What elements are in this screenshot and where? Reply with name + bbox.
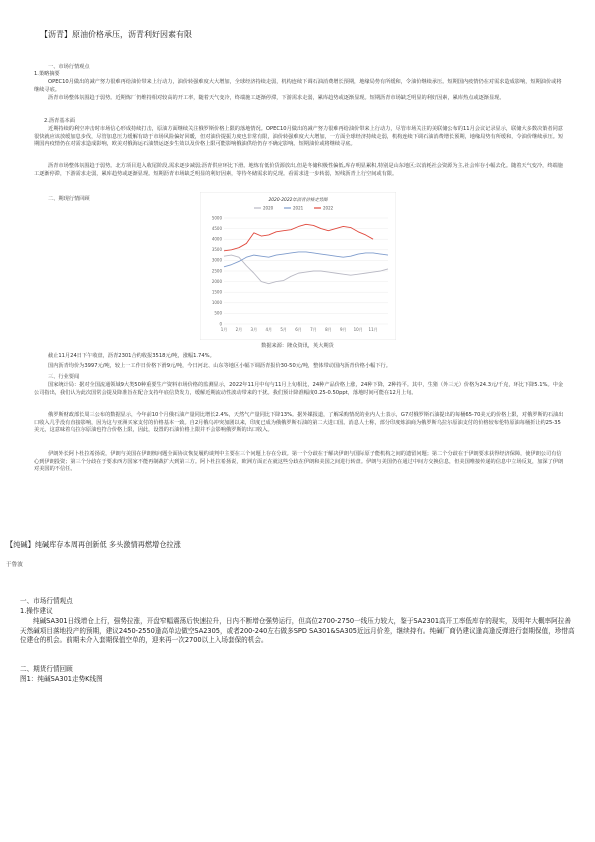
y-tick-label: 3000 [211,257,222,263]
x-tick-label: 3月 [250,327,258,332]
x-tick-label: 4月 [265,327,273,332]
author-name: 于鲁波 [6,562,23,568]
paragraph-news-3: 伊朗外长阿卜杜拉希扬说，伊朗与美国在伊朗核问题全面协议恢复履约谈判中主要在三个问题上存在分歧。第一个分歧在于解决伊朗与国际原子能机构之间的遗留问题；第二个分歧在于伊朗要求获得经济保障，使伊朗公司有信心到伊朗投资；第三个分歧在于要求西方国家不能再制裁扩大到第三方。阿卜杜拉希扬说，欧洲方面正在就这些分歧在伊朗和美国之间进行转盘。伊朗与美国仍在通过中间方交换信息，但美国唯接传递的信息中立场反复，加深了伊朗对美国的不信任。 [34,451,564,473]
paragraph-operation-advice: 纯碱SA301日线增仓上行，强势拉涨，开盘窄幅震荡后快速拉升，日内不断增仓强势运行，但高位2700-2750一线压力较大，鉴于SA2301高开工率低库存的现实，及明年大概率阿拉善天然碱项目落地投产的预期，建议2450-2550逢高单边做空SA2305，或者200-240左右做多SPD SA301&SA305近远月价差，继续持有。纯碱厂商仍建议逢高逢反弹进行套期保值，珍惜高位建仓的机会。前期未介入套期保值空单的，迎来再一次2700以上入场套保的机会。 [20,617,575,645]
paragraph-strategy-summary: OPEC10月做出的减产努力很难再给油价带来上行动力，油价转强难度大大增加，全球经济持续走弱，机构连续下调石油消费增长预期，地缘局势有所缓和，令油价继续承压。短期国内疫情仍在对需求造成影响，短期油价或将继续寻底。 [34,79,562,93]
chart-title: 2020-2022年沥青价格走势图 [268,198,328,203]
legend-label: 2022 [323,205,334,211]
y-tick-label: 1500 [211,289,222,295]
y-tick-label: 5000 [211,215,222,221]
heading-market-view: 一、市场行情观点 [48,64,90,70]
y-tick-label: 500 [214,310,222,316]
y-tick-label: 2500 [211,268,222,274]
asphalt-price-chart [200,192,396,340]
heading-market-view-2: 一、市场行情观点 [20,597,73,605]
x-tick-label: 11月 [368,327,378,332]
x-tick-label: 10月 [353,327,363,332]
x-tick-label: 9月 [339,327,347,332]
chart-source-note: 数据来源：隆众资讯，英大期货 [261,343,334,349]
heading-strategy-summary: 1.策略摘要 [34,71,60,77]
paragraph-news-2: 俄罗斯财政部长周三公布的数据显示，今年前10个月俄石油产量同比增长2.4%，天然气产量同比下降13%。据外媒报道，了解采购情况的业内人士表示，G7对俄罗斯石油提出的每桶65-70美元的价格上限，对俄罗斯的石油出口收入几乎没有直接影响，因为这与亚洲买家支付的价格基本一致。自2月俄乌冲突加剧以来，印度已成为俄俄罗斯石油的第二大进口国。消息人士称，部分印度炼油商为俄罗斯乌拉尔原油支付的价格较布伦特原油每桶折让约25-35美元，这意味着乌拉尔原油也符合价格上限，因此，设置的石油价格上限并不会影响俄罗斯的出口收入。 [34,412,564,434]
y-tick-label: 3500 [211,247,222,253]
article-title-asphalt: 【沥青】原油价格承压，沥青利好因素有限 [40,30,192,39]
figure-caption-kline: 图1：纯碱SA301走势K线图 [20,675,103,683]
legend-label: 2020 [263,205,274,211]
x-tick-label: 6月 [295,327,302,332]
y-tick-label: 2000 [211,278,222,284]
heading-operation-advice: 1.操作建议 [20,607,53,615]
x-tick-label: 7月 [310,327,317,332]
y-tick-label: 4500 [211,225,222,231]
x-tick-label: 2月 [235,327,243,332]
heading-asphalt-fundamentals: 2.沥青基本面 [44,118,75,124]
paragraph-review-futures: 截止11月24日下午收盘，沥青2301合约收报3518元/吨，涨幅1.74%。 [48,353,215,359]
article-title-soda-ash: 【纯碱】纯碱库存本周再创新低 多头激情再燃增仓拉涨 [6,540,181,549]
legend-label: 2021 [293,205,304,211]
paragraph-review-spot: 国内沥青均价为3997元/吨，较上一工作日价格下滑9元/吨，今日河北、山东等地区小幅下调沥青报价30-50元/吨，整体带动国内沥青价格小幅下行。 [48,363,391,369]
heading-futures-review: 二、期货行情回顾 [20,665,73,673]
paragraph-news-1: 国家统计局：据对全国流通领域9大类50种重要生产资料市场价格的监测显示，2022年11月中旬与11月上旬相比，24种产品价格上涨，24种下降，2种持平。其中，生猪（外三元）价格为24.3元/千克，环比下降5.1%。中金公司指出，我们认为此次国常会提及降准旨在配合支持年底信贷发力，缓解近期流动性波动带来的干扰。我们预计降准幅度0.25-0.50ppt，落地时间可能在12月上旬。 [34,382,564,396]
y-tick-label: 4000 [211,236,222,242]
y-tick-label: 0 [219,321,222,327]
heading-industry-news: 三、行业要闻 [48,374,80,380]
paragraph-fundamentals-1: 近期持续的利空冲击时市场信心形成持续打击，原油方面继续关注俄罗斯价格上限的落地情况。OPEC10月做出的减产努力很难再给油价带来上行动力，尽管市场关注的美联储公布的11月会议记录显示，联储大多数决策者同意很快就应该放缓加息步伐，尽管加息压力缓解有助于市场风险偏好回暖，但对油价提振力度也非常有限，油价转强难度大大增加，一方面全球经济持续走弱，机构连续下调石油消费增长预期，地缘局势有所缓和，令油价继续承压。短期国内疫情仍在对需求造成影响，欧美对俄海运石油禁运逐步生效以及价格上限可能影响俄油供给仍存不确定影响。短期油价或将继续寻底。 [34,126,564,148]
heading-market-review: 二、期现行情回顾 [48,196,90,202]
asphalt-price-chart-svg [200,192,396,340]
x-tick-label: 8月 [325,327,332,332]
y-tick-label: 1000 [211,300,222,306]
x-tick-label: 5月 [280,327,287,332]
paragraph-strategy-summary-2: 沥青市场整体氛围趋于弱势。近期炼厂仍维持相对较高的开工率，随着天气变冷，终端施工逐渐停滞，下游需求走弱，累库趋势或逐渐显现。短期沥青市场缺乏明显的利好因素，累库热点或逐渐显现。 [48,95,505,101]
x-tick-label: 1月 [220,327,228,332]
paragraph-fundamentals-2: 沥青市场整体氛围趋于弱势。北方项目进入收尾阶段,需求逐步减弱;沥青供应环比下滑。地炼有低价货源放出,但是冬储积极性偏低,库存明显累积,特别是山东地区;以消耗社会资源为主,社会库存小幅去化。随着天气变冷，终端施工逐渐停滞，下游需求走弱，累库趋势或逐渐显现。短期沥青市场缺乏明显的利好因素，等待冬储需求的兑现。看需求进一步转弱，短线沥青上行空间或有限。 [34,163,563,177]
